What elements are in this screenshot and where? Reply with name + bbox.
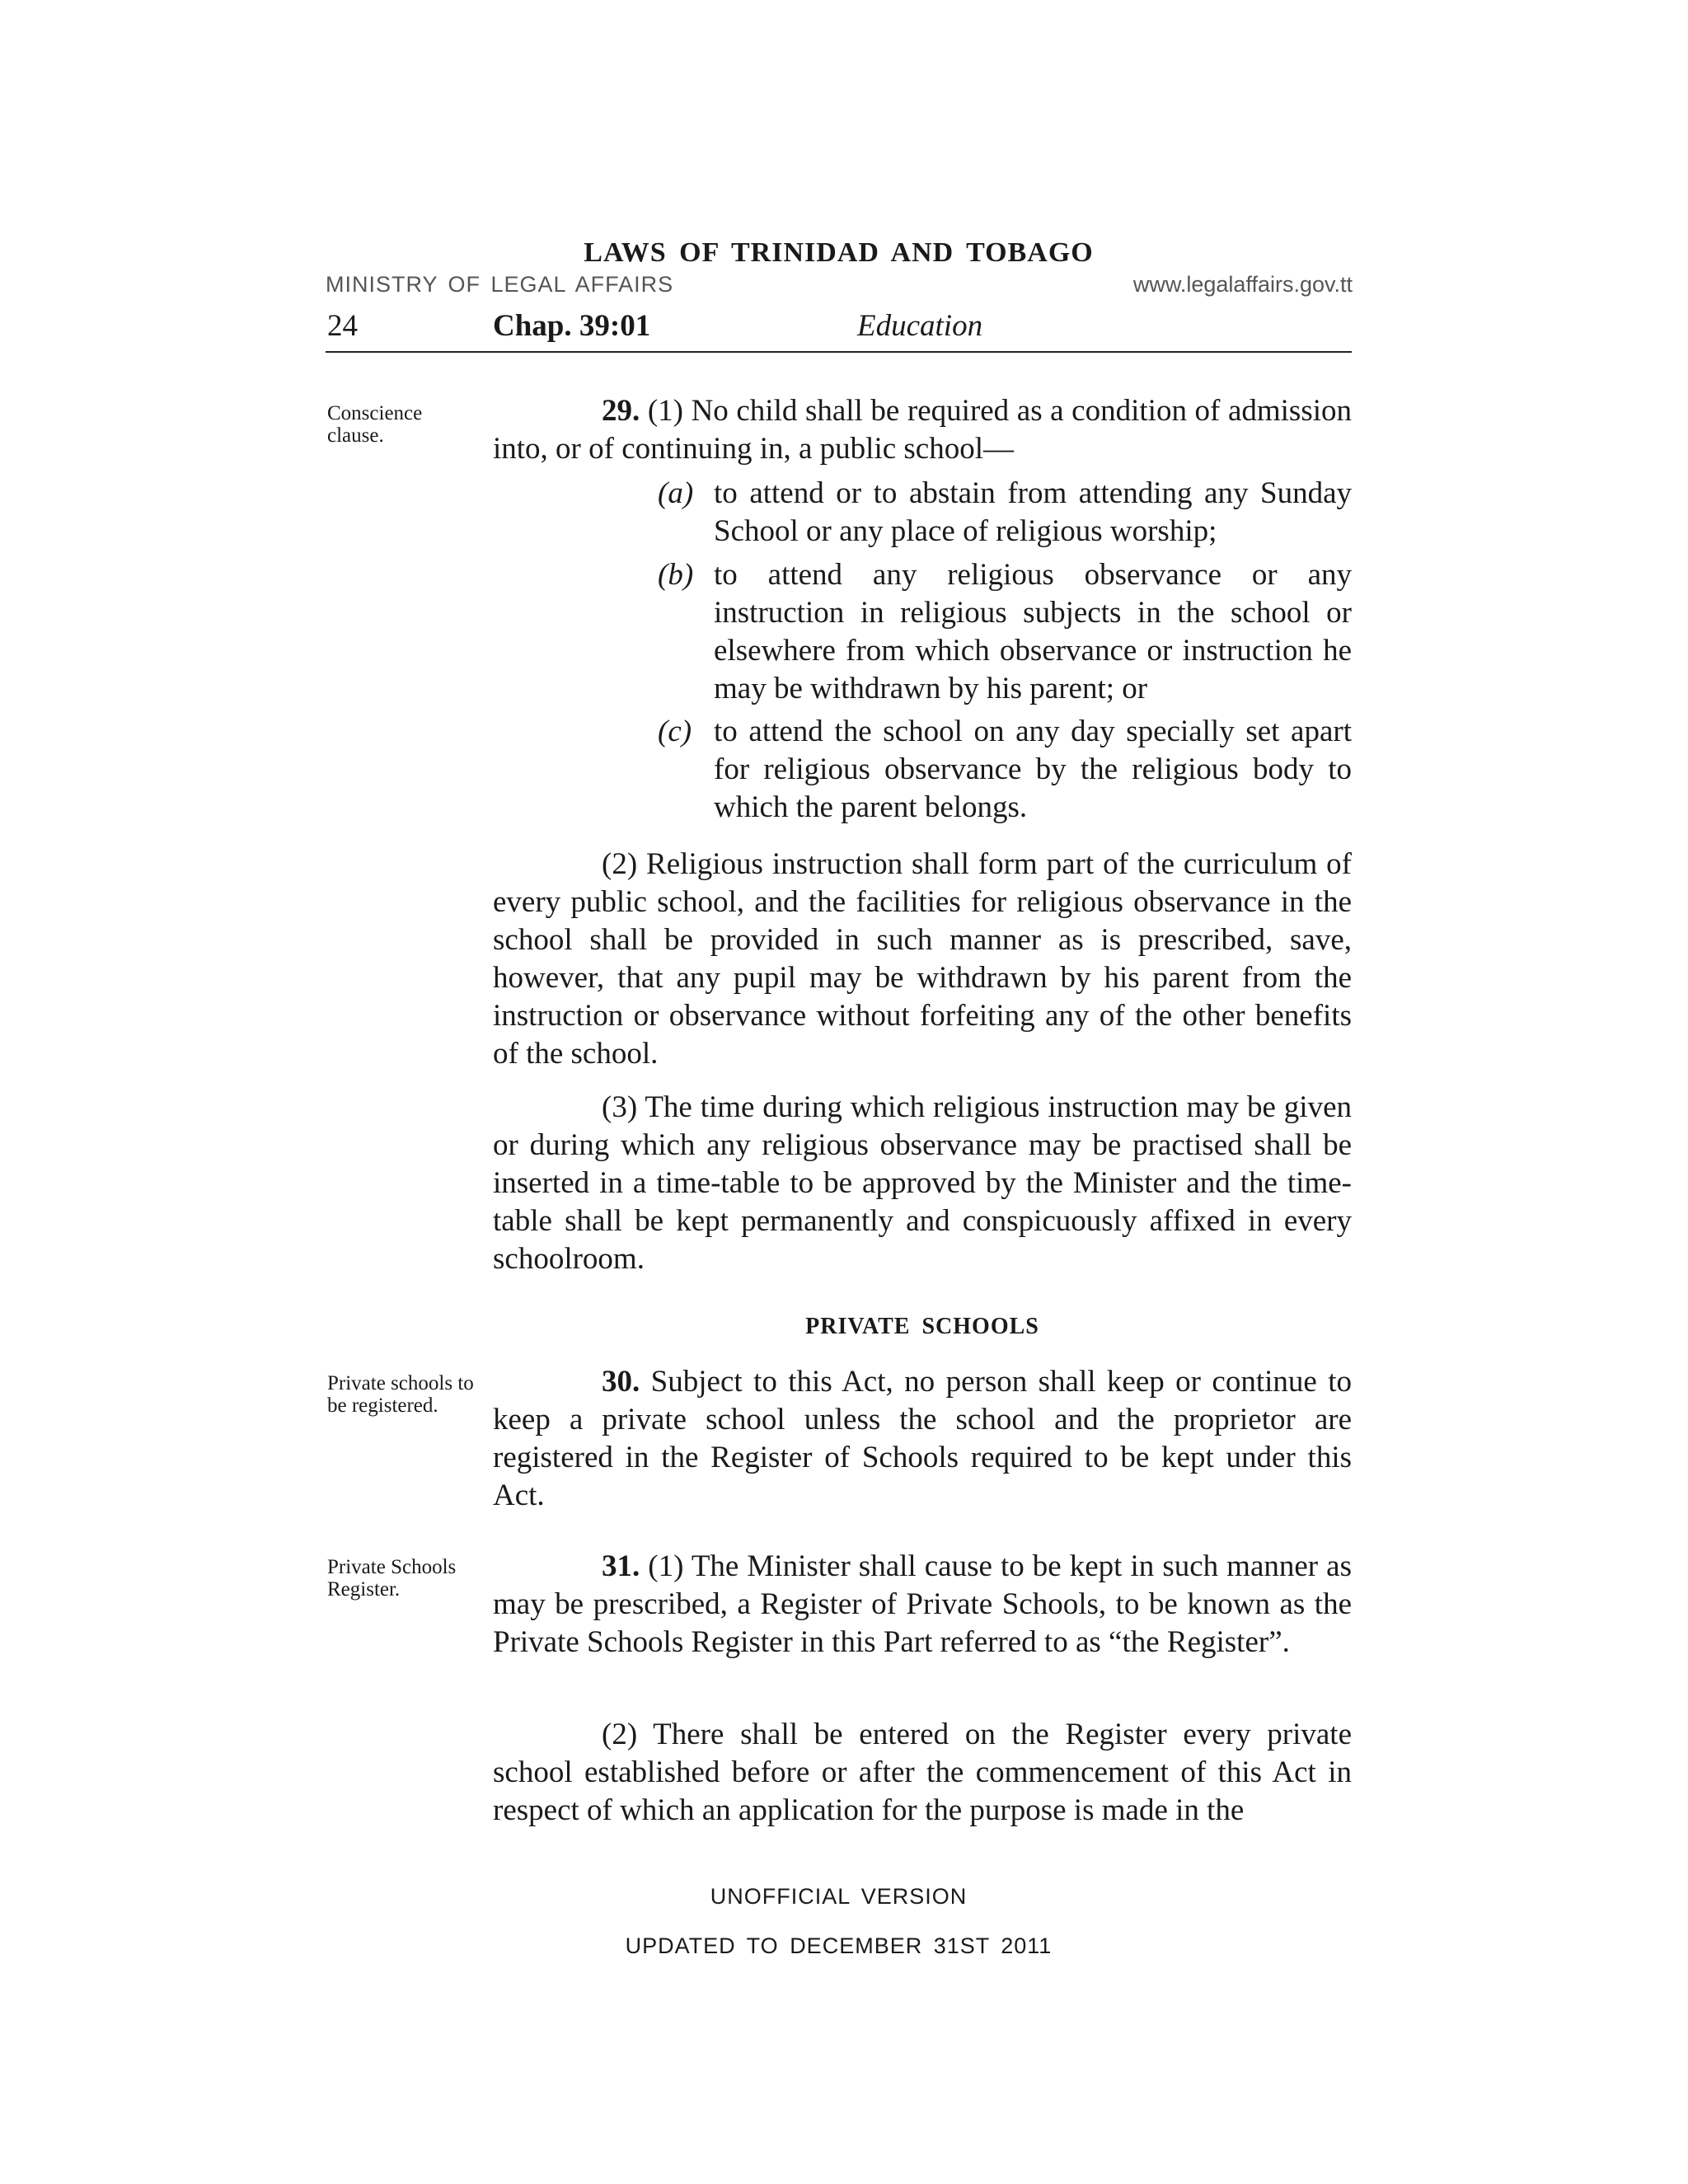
list-item-label: (c) <box>658 715 692 748</box>
section-text: (1) The Minister shall cause to be kept in such manner as may be prescribed, a Register of Private Schools, to be known as the Private Schools Register in this Part referred to as “the Register”. <box>493 1549 1352 1659</box>
section-text: (2) Religious instruction shall form part of the curriculum of every public school, and the facilities for religious observance in the school shall be provided in such manner as is prescribed, save, however, that any pupil may be withdrawn by his parent from the instruction or observance without forfeiting any of the other benefits of the school. <box>493 847 1352 1071</box>
list-item-label: (a) <box>658 476 694 510</box>
page-number: 24 <box>327 309 358 343</box>
header-divider <box>326 351 1352 353</box>
margin-note-private-schools-registered: Private schools to be registered. <box>327 1372 474 1417</box>
subject-label: Education <box>857 309 983 343</box>
section-number: 31. <box>602 1549 640 1583</box>
ministry-name: MINISTRY OF LEGAL AFFAIRS <box>326 272 674 297</box>
list-item-label: (b) <box>658 558 694 592</box>
section-number: 30. <box>602 1365 640 1399</box>
chapter-label: Chap. 39:01 <box>493 309 651 343</box>
list-item-text: to attend the school on any day specially set apart for religious observance by the religious body to which the parent belongs. <box>714 715 1352 824</box>
margin-note-conscience-clause: Conscience clause. <box>327 402 423 447</box>
document-title: LAWS OF TRINIDAD AND TOBAGO <box>584 237 1094 268</box>
part-heading: PRIVATE SCHOOLS <box>805 1314 1039 1339</box>
section-29-subsection-2 <box>493 846 1352 1073</box>
section-text: (3) The time during which religious instruction may be given or during which any religious observance may be practised shall be inserted in a time-table to be approved by the Minister and the time-table shall be kept permanently and conspicuously affixed in every schoolroom. <box>493 1090 1352 1276</box>
website-link[interactable]: www.legalaffairs.gov.tt <box>1132 272 1353 297</box>
footer-updated-date: UPDATED TO DECEMBER 31ST 2011 <box>625 1933 1053 1958</box>
section-31-subsection-1 <box>493 1548 1352 1661</box>
list-item-text: to attend any religious observance or any instruction in religious subjects in the school or elsewhere from which observance or instruction he may be withdrawn by his parent; or <box>714 558 1352 705</box>
section-29-subsection-1 <box>493 392 1352 468</box>
list-item-text: to attend or to abstain from attending any Sunday School or any place of religious worship; <box>714 476 1352 548</box>
list-item <box>658 713 1352 827</box>
list-item <box>658 475 1352 551</box>
list-item <box>658 556 1352 708</box>
section-text: (1) No child shall be required as a condition of admission into, or of continuing in, a public school— <box>493 394 1352 466</box>
section-text: (2) There shall be entered on the Register every private school established before or after the commencement of this Act in respect of which an application for the purpose is made in the <box>493 1718 1352 1827</box>
margin-note-private-schools-register: Private Schools Register. <box>327 1556 457 1601</box>
section-31-subsection-2 <box>493 1716 1352 1830</box>
section-number: 29. <box>602 394 640 428</box>
footer-unofficial-version: UNOFFICIAL VERSION <box>710 1884 968 1909</box>
section-30 <box>493 1363 1352 1515</box>
section-text: Subject to this Act, no person shall keep or continue to keep a private school unless the school and the proprietor are registered in the Register of Schools required to be kept under this Act. <box>493 1365 1353 1512</box>
section-29-subsection-3 <box>493 1089 1352 1278</box>
